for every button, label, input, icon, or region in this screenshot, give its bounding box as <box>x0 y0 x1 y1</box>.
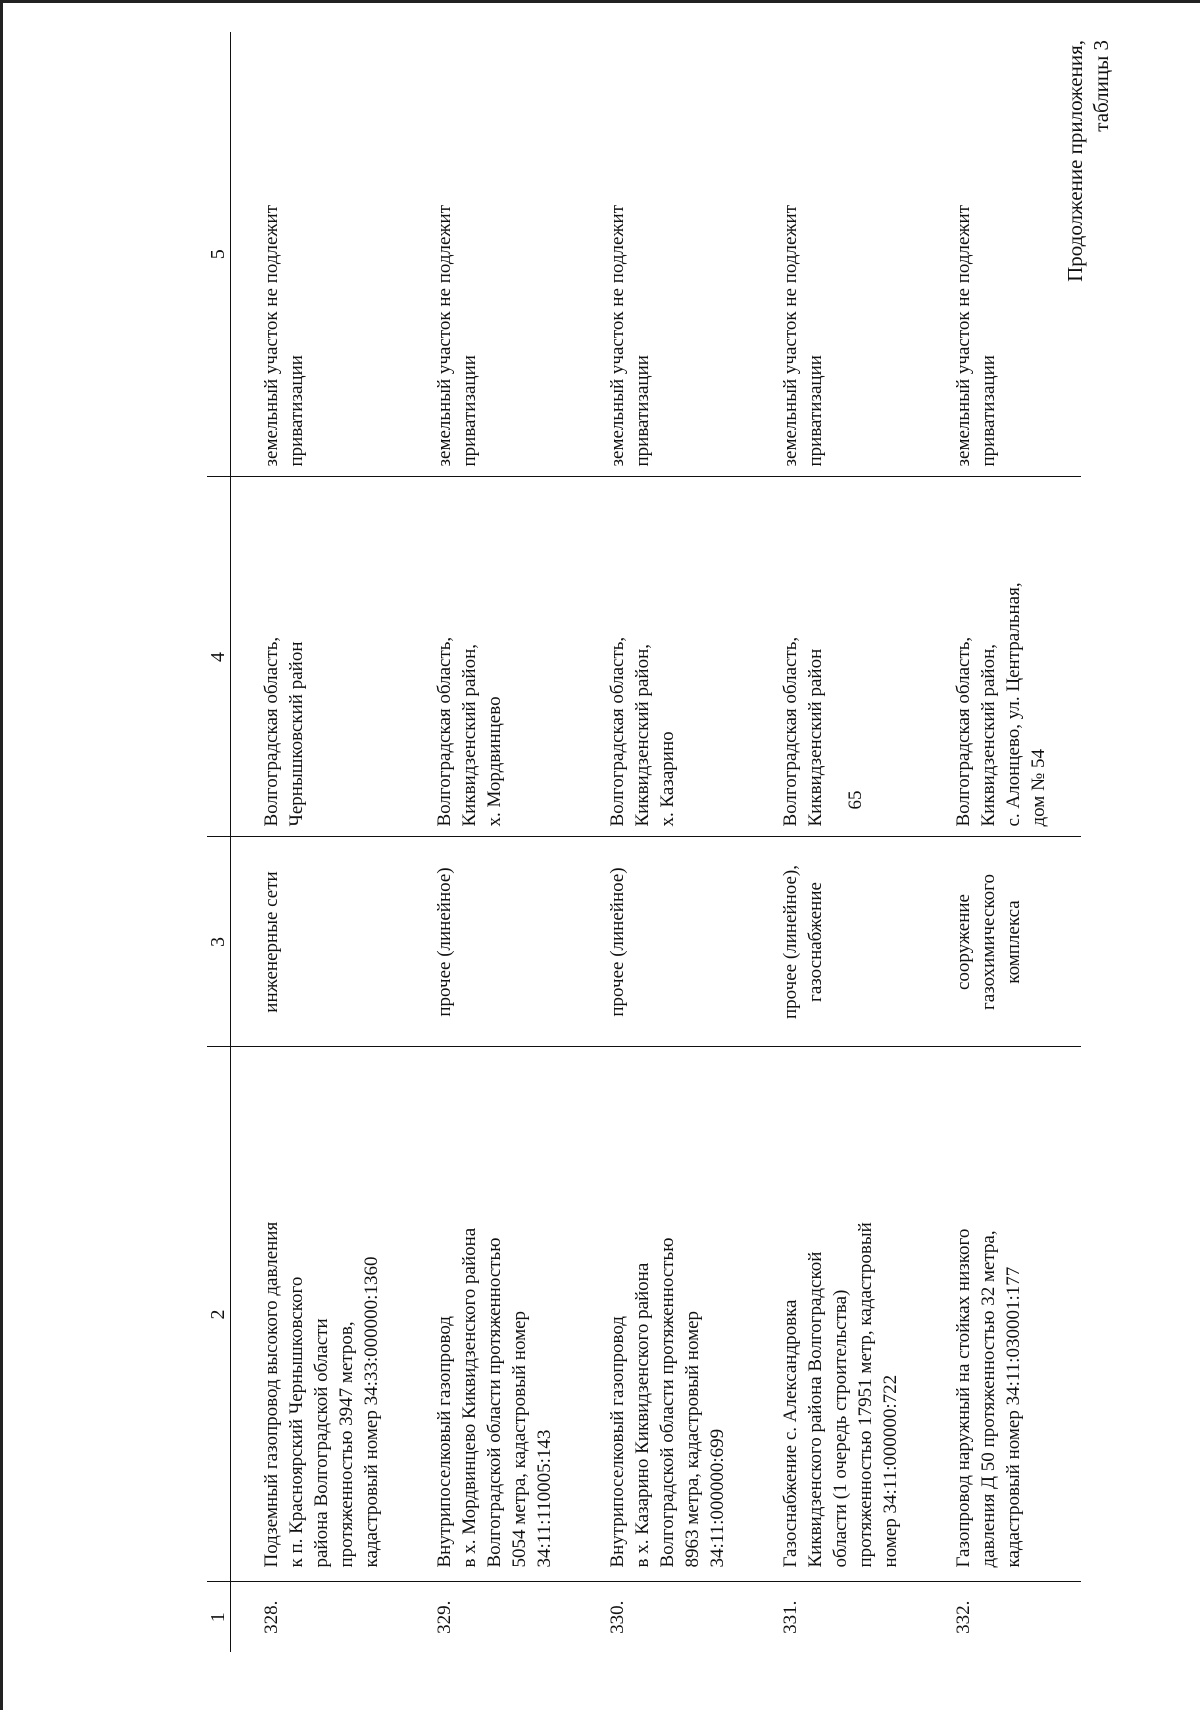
address-line: Киквидзенский район, <box>459 644 480 827</box>
description-line: Подземный газопровод высокого давления <box>261 1221 282 1568</box>
description-line: 5054 метра, кадастровый номер <box>509 1310 530 1568</box>
note-line: земельный участок не подлежит <box>434 204 455 467</box>
address-line: Волгоградская область, <box>780 636 801 827</box>
note-line: земельный участок не подлежит <box>607 204 628 467</box>
row-number-cell: 331. <box>780 1600 801 1634</box>
column-header-5: 5 <box>207 32 231 477</box>
note-cell <box>231 32 405 477</box>
note-line: земельный участок не подлежит <box>780 204 801 467</box>
description-line: 34:11:110005:143 <box>534 1429 555 1568</box>
address-cell <box>923 477 1081 837</box>
object-type-line: комплекса <box>1003 900 1024 984</box>
address-line: Волгоградская область, <box>434 636 455 827</box>
object-type-line: прочее (линейное) <box>434 867 455 1017</box>
description-line: к п. Краснoярский Чернышковского <box>286 1276 307 1568</box>
address-cell <box>750 477 923 837</box>
address-line: Киквидзенский район, <box>632 644 653 827</box>
address-cell <box>404 477 577 837</box>
address-line: х. Мордвинцево <box>484 696 505 827</box>
column-header-4: 4 <box>207 477 231 837</box>
object-type-line: сооружение <box>953 894 974 991</box>
note-line: приватизации <box>286 355 307 467</box>
table-row <box>923 32 1081 1652</box>
description-line: кадастровый номер 34:11:030001:177 <box>1003 1266 1024 1568</box>
description-cell <box>231 1047 405 1582</box>
description-line: кадастровый номер 34:33:000000:1360 <box>361 1256 382 1568</box>
note-line: земельный участок не подлежит <box>953 204 974 467</box>
column-header-2: 2 <box>207 1047 231 1582</box>
description-line: в х. Казарино Киквидзенского района <box>632 1262 653 1568</box>
description-line: Киквидзенского района Волгоградской <box>805 1251 826 1568</box>
description-line: протяженностью 3947 метров, <box>336 1321 357 1568</box>
row-number-cell: 330. <box>607 1600 628 1634</box>
table-row <box>750 32 923 1652</box>
address-cell <box>577 477 750 837</box>
table-row <box>404 32 577 1652</box>
description-line: 34:11:000000:699 <box>707 1428 728 1568</box>
description-line: Внутрипоселковый газопровод <box>607 1316 628 1568</box>
row-number-cell: 332. <box>953 1600 974 1634</box>
object-type-cell <box>750 837 923 1047</box>
description-line: Внутрипоселковый газопровод <box>434 1316 455 1568</box>
caption-line-2: таблицы 3 <box>1089 40 1113 132</box>
table-header-row <box>207 32 231 1652</box>
object-type-cell <box>577 837 750 1047</box>
address-line: Волгоградская область, <box>607 636 628 827</box>
table-row <box>231 32 405 1652</box>
object-type-cell <box>231 837 405 1047</box>
note-cell <box>404 32 577 477</box>
object-type-line: газохимического <box>978 874 999 1010</box>
note-cell <box>923 32 1081 477</box>
description-line: области (1 очередь строительства) <box>830 1289 851 1568</box>
note-line: приватизации <box>805 355 826 467</box>
note-line: земельный участок не подлежит <box>261 204 282 467</box>
page-number: 65 <box>845 790 866 810</box>
description-line: Волгоградской области протяженностью <box>484 1237 505 1568</box>
address-line: Киквидзенский район <box>805 648 826 827</box>
description-line: Газопровод наружный на стойках низкого <box>953 1228 974 1568</box>
address-line: х. Казарино <box>657 731 678 827</box>
property-table <box>207 32 1081 1652</box>
object-type-cell <box>923 837 1081 1047</box>
description-line: номер 34:11:000000:722 <box>880 1374 901 1568</box>
object-type-line: инженерные сети <box>261 871 282 1013</box>
row-number-cell: 328. <box>261 1600 282 1634</box>
object-type-line: газоснабжение <box>805 882 826 1002</box>
note-cell <box>750 32 923 477</box>
address-cell <box>231 477 405 837</box>
note-line: приватизации <box>978 355 999 467</box>
description-line: в х. Мордвинцево Киквидзенского района <box>459 1227 480 1568</box>
description-cell <box>923 1047 1081 1582</box>
note-line: приватизации <box>459 355 480 467</box>
note-cell <box>577 32 750 477</box>
address-line: Волгоградская область, <box>953 636 974 827</box>
description-line: давления Д 50 протяженностью 32 метра, <box>978 1230 999 1568</box>
object-type-line: прочее (линейное) <box>607 867 628 1017</box>
row-number-cell: 329. <box>434 1600 455 1634</box>
address-line: с. Алонцево, ул. Центральная, <box>1003 582 1024 827</box>
description-line: протяженностью 17951 метр, кадастровый <box>855 1222 876 1568</box>
description-line: района Волгоградской области <box>311 1318 332 1568</box>
column-header-1: 1 <box>207 1582 231 1652</box>
column-header-3: 3 <box>207 837 231 1047</box>
description-line: 8963 метра, кадастровый номер <box>682 1310 703 1568</box>
table-row <box>577 32 750 1652</box>
address-line: дом № 54 <box>1028 749 1049 827</box>
object-type-line: прочее (линейное), <box>780 865 801 1020</box>
address-line: Волгоградская область, <box>261 636 282 827</box>
description-line: Волгоградской области протяженностью <box>657 1237 678 1568</box>
note-line: приватизации <box>632 355 653 467</box>
address-line: Киквидзенский район, <box>978 644 999 827</box>
address-line: Чернышковский район <box>286 641 307 827</box>
description-line: Газоснабжение с. Александровка <box>780 1299 801 1568</box>
description-cell <box>577 1047 750 1582</box>
description-cell <box>750 1047 923 1582</box>
description-cell <box>404 1047 577 1582</box>
caption-line-1: Продолжение приложения, <box>1063 40 1087 282</box>
object-type-cell <box>404 837 577 1047</box>
